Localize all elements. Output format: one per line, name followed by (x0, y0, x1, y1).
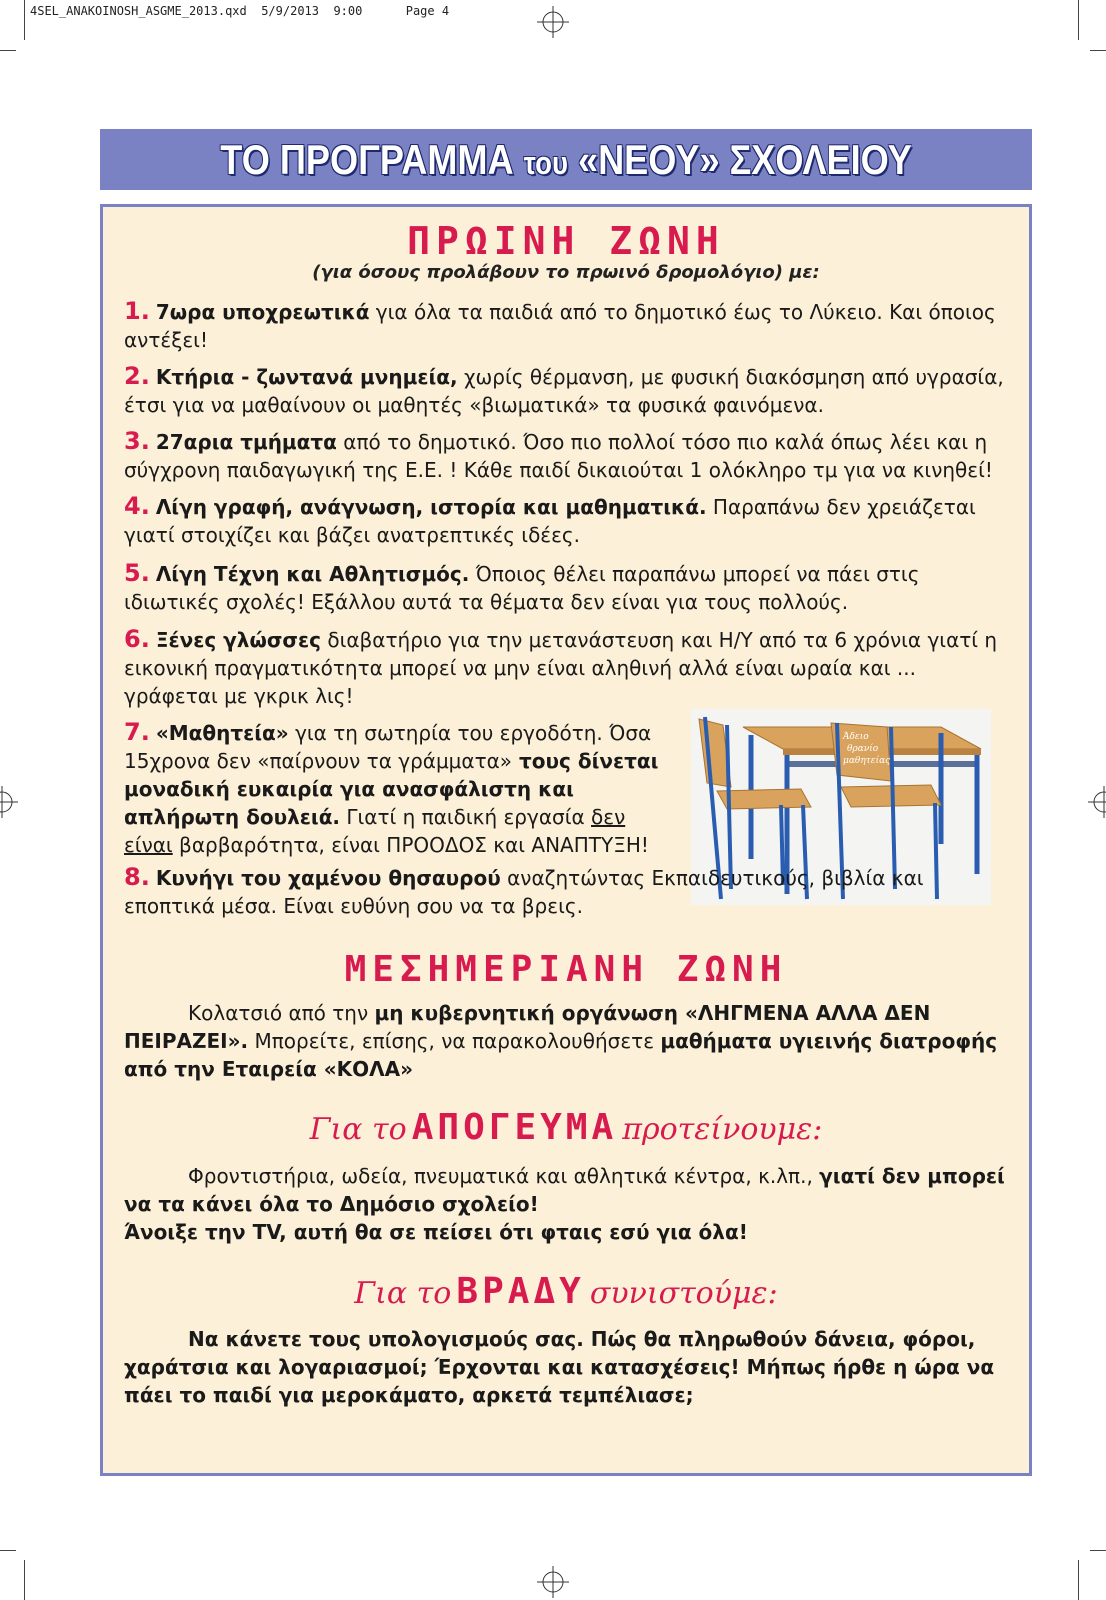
afternoon-heading: Για το ΑΠΟΓΕΥΜΑ προτείνουμε: (309, 1107, 823, 1148)
slug-date: 5/9/2013 (261, 4, 319, 18)
trim-mark (24, 0, 25, 40)
list-item: 1. 7ωρα υποχρεωτικά για όλα τα παιδιά από το δημοτικό έως το Λύκειο. Και όποιος αντέξει! (124, 297, 996, 352)
list-item: 2. Κτήρια - ζωντανά μνημεία, χωρίς θέρμανση, με φυσική διακόσμηση από υγρασία, έτσι για να μαθαίνουν οι μαθητές «βιωματικά» τα φυσικά φαινόμενα. (124, 362, 1004, 417)
registration-mark-icon (1088, 786, 1106, 818)
evening-heading: Για το ΒΡΑΔΥ συνιστούμε: (354, 1271, 778, 1312)
page-title: ΤΟ ΠΡΟΓΡΑΜΜΑ του «ΝΕΟΥ» ΣΧΟΛΕΙΟΥ (220, 135, 912, 183)
morning-zone-subtitle: (για όσους προλάβουν το πρωινό δρομολόγιο) με: (312, 262, 820, 283)
slug-time: 9:00 (333, 4, 363, 18)
afternoon-paragraph: Φροντιστήρια, ωδεία, πνευματικά και αθλητικά κέντρα, κ.λπ., γιατί δεν μπορεί να τα κάνει όλα το Δημόσιο σχολείο! Άνοιξε την TV, αυτή θα σε πείσει ότι φταις εσύ για όλα! (124, 1164, 1005, 1244)
desk-caption-line1: Άδειο (843, 732, 869, 742)
trim-mark (1078, 0, 1079, 40)
print-slug (30, 4, 449, 18)
list-item: 4. Λίγη γραφή, ανάγνωση, ιστορία και μαθηματικά. Παραπάνω δεν χρειάζεται γιατί στοιχίζει και βάζει ανατρεπτικές ιδέες. (124, 492, 976, 547)
title-banner (100, 129, 1032, 190)
slug-page: Page 4 (405, 4, 450, 18)
trim-mark (1078, 1560, 1079, 1600)
desk-caption-line3: μαθητείας (843, 756, 891, 766)
trim-mark (0, 1550, 16, 1551)
midday-zone-heading: ΜΕΣΗΜΕΡΙΑΝΗ ΖΩΝΗ (344, 949, 788, 990)
morning-zone-heading: ΠΡΩΙΝΗ ΖΩΝΗ (407, 219, 725, 263)
registration-mark-icon (537, 6, 569, 38)
trim-mark (1090, 50, 1106, 51)
registration-mark-icon (537, 1566, 569, 1598)
midday-paragraph: Κολατσιό από την μη κυβερνητική οργάνωση «ΛΗΓΜΕΝΑ ΑΛΛΑ ΔΕΝ ΠΕΙΡΑΖΕΙ». Μπορείτε, επίσης, να παρακολουθήσετε μαθήματα υγιεινής διατροφής από την Εταιρεία «ΚΟΛΑ» (124, 1001, 998, 1081)
desk-caption-line2: θρανίο (847, 744, 879, 754)
evening-paragraph: Να κάνετε τους υπολογισμούς σας. Πώς θα πληρωθούν δάνεια, φόροι, χαράτσια και λογαριασμοί; Έρχονται και κατασχέσεις! Μήπως ήρθε η ώρα να πάει το παιδί για μεροκάματο, αρκετά τεμπέλιασε; (124, 1327, 995, 1407)
list-item: 3. 27αρια τμήματα από το δημοτικό. Όσο πιο πολλοί τόσο πιο καλά όπως λέει και η σύγχρονη παιδαγωγική της Ε.Ε. ! Κάθε παιδί δικαιούται 1 ολόκληρο τμ για να κινηθεί! (124, 427, 993, 482)
slug-file: 4SEL_ANAKOINOSH_ASGME_2013.qxd (30, 4, 247, 18)
trim-mark (24, 1560, 25, 1600)
content-box (100, 204, 1032, 1476)
list-item: 6. Ξένες γλώσσες διαβατήριο για την μετανάστευση και Η/Υ από τα 6 χρόνια γιατί η εικονική πραγματικότητα μπορεί να μην είναι αληθινή αλλά είναι ωραία και ... γράφεται με γκρικ λις! (124, 625, 998, 708)
list-item: 5. Λίγη Τέχνη και Αθλητισμός. Όποιος θέλει παραπάνω μπορεί να πάει στις ιδιωτικές σχολές! Εξάλλου αυτά τα θέματα δεν είναι για τους πολλούς. (124, 559, 920, 614)
trim-mark (0, 50, 16, 51)
list-item: 7. «Μαθητεία» για τη σωτηρία του εργοδότη. Όσα 15χρονα δεν «παίρνουν τα γράμματα» τους δίνεται μοναδική ευκαιρία για ανασφάλιστη και απλήρωτη δουλειά. Γιατί η παιδική εργασία δεν είναι βαρβαρότητα, είναι ΠΡΟΟΔΟΣ και ΑΝΑΠΤΥΞΗ! (124, 718, 659, 857)
list-item: 8. Κυνήγι του χαμένου θησαυρού αναζητώντας Εκπαιδευτικούς, βιβλία και εποπτικά μέσα. Είναι ευθύνη σου να τα βρεις. (124, 863, 924, 918)
registration-mark-icon (0, 786, 18, 818)
trim-mark (1090, 1550, 1106, 1551)
